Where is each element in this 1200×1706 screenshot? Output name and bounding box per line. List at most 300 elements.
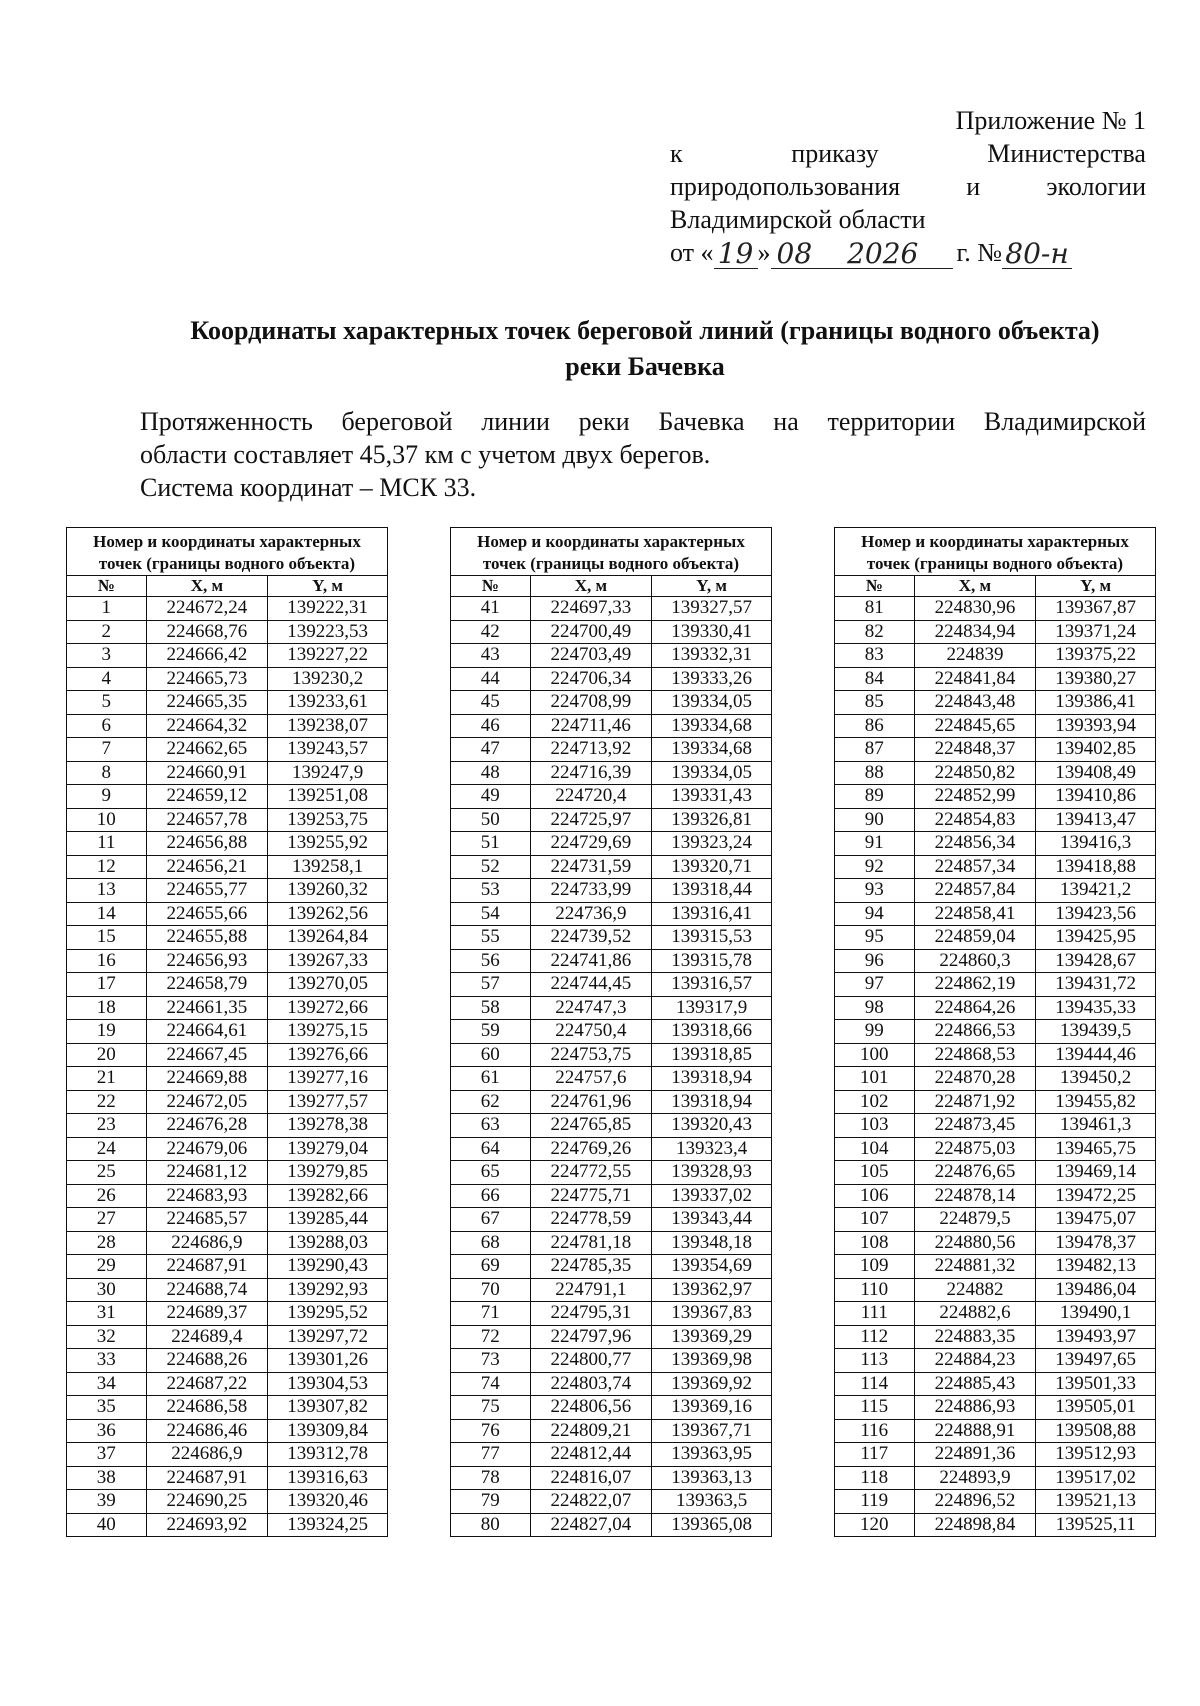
y-coordinate-cell: 139525,11 [1036,1513,1156,1537]
table-row [835,1302,1156,1326]
x-coordinate-cell: 224843,48 [914,691,1036,715]
table-row [451,1278,772,1302]
col-y-header: Y, м [1036,576,1156,597]
y-coordinate-cell: 139301,26 [268,1349,388,1373]
point-number-cell: 116 [835,1419,915,1443]
y-coordinate-cell: 139439,5 [1036,1020,1156,1044]
point-number-cell: 44 [451,667,531,691]
y-coordinate-cell: 139233,61 [268,691,388,715]
x-coordinate-cell: 224672,05 [146,1090,268,1114]
table-row [67,761,388,785]
y-coordinate-cell: 139363,5 [652,1490,772,1514]
point-number-cell: 75 [451,1396,531,1420]
y-coordinate-cell: 139348,18 [652,1231,772,1255]
y-coordinate-cell: 139343,44 [652,1208,772,1232]
table-row [451,949,772,973]
y-coordinate-cell: 139318,66 [652,1020,772,1044]
y-coordinate-cell: 139227,22 [268,644,388,668]
table-row [67,1090,388,1114]
y-coordinate-cell: 139371,24 [1036,620,1156,644]
point-number-cell: 15 [67,926,147,950]
y-coordinate-cell: 139475,07 [1036,1208,1156,1232]
x-coordinate-cell: 224658,79 [146,973,268,997]
title-line-2: реки Бачевка [565,352,725,381]
page-title [80,313,1200,385]
point-number-cell: 99 [835,1020,915,1044]
x-coordinate-cell: 224791,1 [530,1278,652,1302]
y-coordinate-cell: 139255,92 [268,832,388,856]
table-row [451,785,772,809]
y-coordinate-cell: 139431,72 [1036,973,1156,997]
point-number-cell: 74 [451,1372,531,1396]
intro-line-2: области составляет 45,37 км с учетом двух берегов. [140,440,711,469]
y-coordinate-cell: 139408,49 [1036,761,1156,785]
point-number-cell: 78 [451,1466,531,1490]
x-coordinate-cell: 224664,32 [146,714,268,738]
x-coordinate-cell: 224775,71 [530,1184,652,1208]
y-coordinate-cell: 139508,88 [1036,1419,1156,1443]
table-row [67,949,388,973]
y-coordinate-cell: 139486,04 [1036,1278,1156,1302]
table-row [835,949,1156,973]
point-number-cell: 33 [67,1349,147,1373]
x-coordinate-cell: 224720,4 [530,785,652,809]
y-coordinate-cell: 139277,57 [268,1090,388,1114]
table-row [451,1231,772,1255]
appendix-word: к [670,139,683,168]
table-row [67,1325,388,1349]
x-coordinate-cell: 224882 [914,1278,1036,1302]
x-coordinate-cell: 224816,07 [530,1466,652,1490]
y-coordinate-cell: 139278,38 [268,1114,388,1138]
x-coordinate-cell: 224785,35 [530,1255,652,1279]
table-row [835,1231,1156,1255]
table-row [451,1090,772,1114]
point-number-cell: 49 [451,785,531,809]
x-coordinate-cell: 224665,35 [146,691,268,715]
table-row [451,1184,772,1208]
x-coordinate-cell: 224875,03 [914,1137,1036,1161]
y-coordinate-cell: 139501,33 [1036,1372,1156,1396]
x-coordinate-cell: 224725,97 [530,808,652,832]
point-number-cell: 93 [835,879,915,903]
x-coordinate-cell: 224689,37 [146,1302,268,1326]
table-row [835,1161,1156,1185]
x-coordinate-cell: 224891,36 [914,1443,1036,1467]
x-coordinate-cell: 224881,32 [914,1255,1036,1279]
y-coordinate-cell: 139493,97 [1036,1325,1156,1349]
table-row [835,832,1156,856]
x-coordinate-cell: 224669,88 [146,1067,268,1091]
x-coordinate-cell: 224664,61 [146,1020,268,1044]
table-row [835,1513,1156,1537]
point-number-cell: 26 [67,1184,147,1208]
y-coordinate-cell: 139478,37 [1036,1231,1156,1255]
y-coordinate-cell: 139354,69 [652,1255,772,1279]
point-number-cell: 68 [451,1231,531,1255]
point-number-cell: 113 [835,1349,915,1373]
table-row [835,1396,1156,1420]
x-coordinate-cell: 224778,59 [530,1208,652,1232]
point-number-cell: 76 [451,1419,531,1443]
x-coordinate-cell: 224655,88 [146,926,268,950]
table-row [451,926,772,950]
table-row [835,691,1156,715]
x-coordinate-cell: 224688,26 [146,1349,268,1373]
x-coordinate-cell: 224884,23 [914,1349,1036,1373]
y-coordinate-cell: 139455,82 [1036,1090,1156,1114]
x-coordinate-cell: 224857,34 [914,855,1036,879]
table-row [835,1020,1156,1044]
point-number-cell: 61 [451,1067,531,1091]
point-number-cell: 48 [451,761,531,785]
table-row [451,832,772,856]
x-coordinate-cell: 224781,18 [530,1231,652,1255]
point-number-cell: 117 [835,1443,915,1467]
y-coordinate-cell: 139295,52 [268,1302,388,1326]
x-coordinate-cell: 224886,93 [914,1396,1036,1420]
table-row [67,714,388,738]
table-row [67,926,388,950]
point-number-cell: 6 [67,714,147,738]
x-coordinate-cell: 224672,24 [146,597,268,621]
y-coordinate-cell: 139320,46 [268,1490,388,1514]
point-number-cell: 79 [451,1490,531,1514]
x-coordinate-cell: 224666,42 [146,644,268,668]
y-coordinate-cell: 139230,2 [268,667,388,691]
table-row [835,855,1156,879]
x-coordinate-cell: 224871,92 [914,1090,1036,1114]
table-group-header: Номер и координаты характерных точек (границы водного объекта) [451,528,772,576]
point-number-cell: 77 [451,1443,531,1467]
point-number-cell: 62 [451,1090,531,1114]
table-row [67,1490,388,1514]
y-coordinate-cell: 139270,05 [268,973,388,997]
y-coordinate-cell: 139369,98 [652,1349,772,1373]
y-coordinate-cell: 139222,31 [268,597,388,621]
appendix-word: Министерства [987,139,1146,168]
table-row [835,1325,1156,1349]
table-row [67,1372,388,1396]
y-coordinate-cell: 139517,02 [1036,1466,1156,1490]
x-coordinate-cell: 224830,96 [914,597,1036,621]
table-row [451,808,772,832]
order-date-line [670,236,1146,269]
table-row [835,597,1156,621]
x-coordinate-cell: 224769,26 [530,1137,652,1161]
x-coordinate-cell: 224659,12 [146,785,268,809]
y-coordinate-cell: 139334,05 [652,691,772,715]
table-row [67,1114,388,1138]
y-coordinate-cell: 139365,08 [652,1513,772,1537]
table-row [835,1255,1156,1279]
table-row [67,667,388,691]
point-number-cell: 69 [451,1255,531,1279]
table-row [67,1161,388,1185]
x-coordinate-cell: 224686,46 [146,1419,268,1443]
table-row [451,597,772,621]
x-coordinate-cell: 224656,93 [146,949,268,973]
y-coordinate-cell: 139253,75 [268,808,388,832]
y-coordinate-cell: 139337,02 [652,1184,772,1208]
table-row [67,597,388,621]
x-coordinate-cell: 224655,77 [146,879,268,903]
intro-line-1: Протяженность береговой линии реки Бачевка на территории Владимирской [140,407,1146,436]
table-row [67,1067,388,1091]
point-number-cell: 23 [67,1114,147,1138]
y-coordinate-cell: 139320,43 [652,1114,772,1138]
table-row [67,1043,388,1067]
x-coordinate-cell: 224711,46 [530,714,652,738]
point-number-cell: 94 [835,902,915,926]
point-number-cell: 8 [67,761,147,785]
appendix-line-order [670,137,1146,170]
table-row [835,808,1156,832]
x-coordinate-cell: 224795,31 [530,1302,652,1326]
date-year: 2026 [847,237,919,270]
x-coordinate-cell: 224845,65 [914,714,1036,738]
col-x-header: Х, м [146,576,268,597]
x-coordinate-cell: 224868,53 [914,1043,1036,1067]
y-coordinate-cell: 139272,66 [268,996,388,1020]
x-coordinate-cell: 224687,91 [146,1466,268,1490]
table-row [451,973,772,997]
title-line-1: Координаты характерных точек береговой линий (границы водного объекта) [190,316,1100,345]
y-coordinate-cell: 139309,84 [268,1419,388,1443]
table-row [451,1255,772,1279]
x-coordinate-cell: 224806,56 [530,1396,652,1420]
y-coordinate-cell: 139316,63 [268,1466,388,1490]
table-row [451,1396,772,1420]
y-coordinate-cell: 139318,94 [652,1067,772,1091]
x-coordinate-cell: 224667,45 [146,1043,268,1067]
table-group-header: Номер и координаты характерных точек (границы водного объекта) [835,528,1156,576]
table-row [67,1208,388,1232]
coords-table-3 [834,527,1156,1537]
point-number-cell: 5 [67,691,147,715]
table-row [835,1208,1156,1232]
table-row [67,808,388,832]
x-coordinate-cell: 224700,49 [530,620,652,644]
x-coordinate-cell: 224761,96 [530,1090,652,1114]
table-row [67,1278,388,1302]
y-coordinate-cell: 139472,25 [1036,1184,1156,1208]
point-number-cell: 12 [67,855,147,879]
point-number-cell: 21 [67,1067,147,1091]
col-num-header: № [451,576,531,597]
point-number-cell: 98 [835,996,915,1020]
x-coordinate-cell: 224809,21 [530,1419,652,1443]
y-coordinate-cell: 139260,32 [268,879,388,903]
table-body [67,597,388,1537]
point-number-cell: 24 [67,1137,147,1161]
table-row [451,761,772,785]
col-num-header: № [67,576,147,597]
table-row [835,1184,1156,1208]
x-coordinate-cell: 224834,94 [914,620,1036,644]
date-day: 19 [714,240,758,269]
x-coordinate-cell: 224688,74 [146,1278,268,1302]
table-row [835,620,1156,644]
y-coordinate-cell: 139307,82 [268,1396,388,1420]
x-coordinate-cell: 224879,5 [914,1208,1036,1232]
y-coordinate-cell: 139367,71 [652,1419,772,1443]
point-number-cell: 103 [835,1114,915,1138]
x-coordinate-cell: 224686,9 [146,1231,268,1255]
y-coordinate-cell: 139505,01 [1036,1396,1156,1420]
table-row [67,973,388,997]
table-row [835,1372,1156,1396]
y-coordinate-cell: 139363,95 [652,1443,772,1467]
y-coordinate-cell: 139285,44 [268,1208,388,1232]
table-row [67,1302,388,1326]
table-row [67,1349,388,1373]
y-coordinate-cell: 139402,85 [1036,738,1156,762]
x-coordinate-cell: 224683,93 [146,1184,268,1208]
point-number-cell: 38 [67,1466,147,1490]
x-coordinate-cell: 224858,41 [914,902,1036,926]
point-number-cell: 85 [835,691,915,715]
table-group-header: Номер и координаты характерных точек (границы водного объекта) [67,528,388,576]
y-coordinate-cell: 139435,33 [1036,996,1156,1020]
y-coordinate-cell: 139334,05 [652,761,772,785]
point-number-cell: 95 [835,926,915,950]
point-number-cell: 51 [451,832,531,856]
x-coordinate-cell: 224689,4 [146,1325,268,1349]
y-coordinate-cell: 139223,53 [268,620,388,644]
point-number-cell: 105 [835,1161,915,1185]
x-coordinate-cell: 224708,99 [530,691,652,715]
y-coordinate-cell: 139297,72 [268,1325,388,1349]
x-coordinate-cell: 224888,91 [914,1419,1036,1443]
x-coordinate-cell: 224687,22 [146,1372,268,1396]
point-number-cell: 46 [451,714,531,738]
y-coordinate-cell: 139317,9 [652,996,772,1020]
table-row [835,644,1156,668]
table-row [451,1161,772,1185]
point-number-cell: 88 [835,761,915,785]
x-coordinate-cell: 224860,3 [914,949,1036,973]
y-coordinate-cell: 139275,15 [268,1020,388,1044]
y-coordinate-cell: 139362,97 [652,1278,772,1302]
y-coordinate-cell: 139334,68 [652,714,772,738]
col-x-header: Х, м [914,576,1036,597]
coords-table-2 [450,527,772,1537]
table-row [835,1067,1156,1091]
x-coordinate-cell: 224716,39 [530,761,652,785]
point-number-cell: 29 [67,1255,147,1279]
x-coordinate-cell: 224883,35 [914,1325,1036,1349]
y-coordinate-cell: 139416,3 [1036,832,1156,856]
y-coordinate-cell: 139316,41 [652,902,772,926]
y-coordinate-cell: 139243,57 [268,738,388,762]
point-number-cell: 55 [451,926,531,950]
x-coordinate-cell: 224655,66 [146,902,268,926]
x-coordinate-cell: 224866,53 [914,1020,1036,1044]
point-number-cell: 80 [451,1513,531,1537]
point-number-cell: 60 [451,1043,531,1067]
point-number-cell: 120 [835,1513,915,1537]
table-row [835,1419,1156,1443]
x-coordinate-cell: 224731,59 [530,855,652,879]
table-row [835,973,1156,997]
point-number-cell: 114 [835,1372,915,1396]
x-coordinate-cell: 224880,56 [914,1231,1036,1255]
y-coordinate-cell: 139331,43 [652,785,772,809]
point-number-cell: 41 [451,597,531,621]
col-y-header: Y, м [652,576,772,597]
x-coordinate-cell: 224703,49 [530,644,652,668]
table-row [835,1278,1156,1302]
x-coordinate-cell: 224765,85 [530,1114,652,1138]
x-coordinate-cell: 224713,92 [530,738,652,762]
table-row [451,902,772,926]
point-number-cell: 9 [67,785,147,809]
y-coordinate-cell: 139238,07 [268,714,388,738]
point-number-cell: 11 [67,832,147,856]
x-coordinate-cell: 224850,82 [914,761,1036,785]
table-row [451,1325,772,1349]
coordinate-system: Система координат – МСК 33. [140,473,477,502]
y-coordinate-cell: 139369,92 [652,1372,772,1396]
y-coordinate-cell: 139332,31 [652,644,772,668]
y-coordinate-cell: 139333,26 [652,667,772,691]
table-row [835,1466,1156,1490]
x-coordinate-cell: 224859,04 [914,926,1036,950]
table-row [835,879,1156,903]
point-number-cell: 108 [835,1231,915,1255]
point-number-cell: 97 [835,973,915,997]
point-number-cell: 2 [67,620,147,644]
x-coordinate-cell: 224668,76 [146,620,268,644]
col-num-header: № [835,576,915,597]
table-row [835,1043,1156,1067]
y-coordinate-cell: 139312,78 [268,1443,388,1467]
y-coordinate-cell: 139461,3 [1036,1114,1156,1138]
point-number-cell: 39 [67,1490,147,1514]
point-number-cell: 40 [67,1513,147,1537]
point-number-cell: 34 [67,1372,147,1396]
y-coordinate-cell: 139413,47 [1036,808,1156,832]
appendix-word: приказу [791,139,879,168]
table-row [451,1067,772,1091]
y-coordinate-cell: 139324,25 [268,1513,388,1537]
table-row [451,1443,772,1467]
table-row [451,691,772,715]
x-coordinate-cell: 224686,58 [146,1396,268,1420]
y-coordinate-cell: 139247,9 [268,761,388,785]
col-x-header: Х, м [530,576,652,597]
x-coordinate-cell: 224679,06 [146,1137,268,1161]
x-coordinate-cell: 224747,3 [530,996,652,1020]
table-row [835,738,1156,762]
point-number-cell: 19 [67,1020,147,1044]
y-coordinate-cell: 139277,16 [268,1067,388,1091]
point-number-cell: 3 [67,644,147,668]
point-number-cell: 31 [67,1302,147,1326]
table-row [835,926,1156,950]
table-row [835,785,1156,809]
point-number-cell: 57 [451,973,531,997]
table-row [67,855,388,879]
x-coordinate-cell: 224741,86 [530,949,652,973]
appendix-region: Владимирской области [670,205,926,234]
x-coordinate-cell: 224864,26 [914,996,1036,1020]
point-number-cell: 107 [835,1208,915,1232]
point-number-cell: 27 [67,1208,147,1232]
y-coordinate-cell: 139251,08 [268,785,388,809]
x-coordinate-cell: 224757,6 [530,1067,652,1091]
